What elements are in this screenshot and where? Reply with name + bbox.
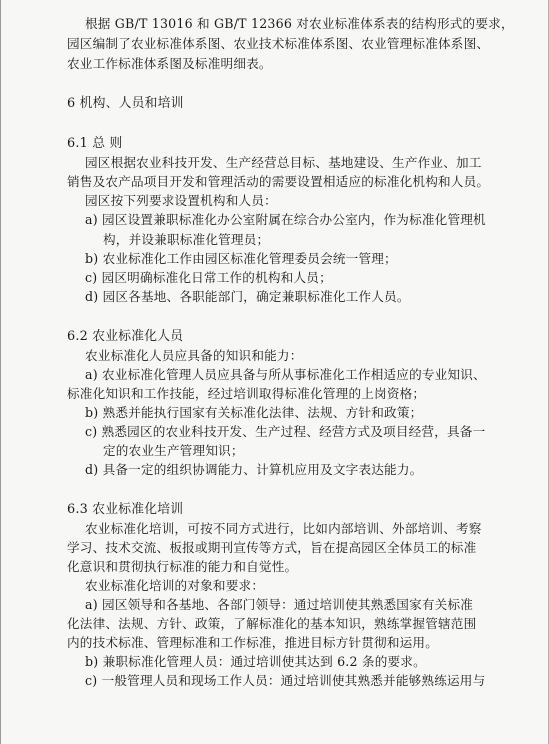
list-item: b) 兼职标准化管理人员：通过培训使其达到 6.2 条的要求。 [85, 654, 426, 669]
list-item: d) 具备一定的组织协调能力、计算机应用及文字表达能力。 [85, 462, 423, 477]
paragraph-line: 销售及农产品项目开发和管理活动的需要设置相适应的标准化机构和人员。 [67, 174, 490, 189]
paragraph-line: 园区编制了农业标准体系图、农业技术标准体系图、农业管理标准体系图、 [67, 36, 490, 51]
list-item: c) 熟悉园区的农业科技开发、生产过程、经营方式及项目经营，具备一 [85, 424, 486, 439]
list-item-continuation: 标准化知识和工作技能，经过培训取得标准化管理的上岗资格； [67, 386, 426, 401]
list-item: a) 园区领导和各基地、各部门领导：通过培训使其熟悉国家有关标准 [85, 597, 474, 612]
paragraph-line: 园区根据农业科技开发、生产经营总目标、基地建设、生产作业、加工 [85, 155, 482, 170]
section-heading: 6.1 总 则 [67, 136, 123, 151]
paragraph-line: 农业标准化人员应具备的知识和能力： [85, 348, 303, 363]
section-heading: 6.2 农业标准化人员 [67, 329, 184, 344]
paragraph-line: 农业工作标准体系图及标准明细表。 [67, 56, 272, 71]
list-item-continuation: 构，并设兼职标准化管理员； [103, 232, 270, 247]
section-heading: 6.3 农业标准化培训 [67, 502, 184, 517]
paragraph-line: 学习、技术交流、板报或期刊宣传等方式，旨在提高园区全体员工的标准 [67, 540, 477, 555]
list-item: b) 农业标准化工作由园区标准化管理委员会统一管理； [85, 251, 397, 266]
list-item: a) 园区设置兼职标准化办公室附属在综合办公室内，作为标准化管理机 [85, 212, 486, 227]
section-heading: 6 机构、人员和培训 [67, 96, 184, 111]
list-item-continuation: 定的农业生产管理知识； [103, 443, 244, 458]
list-item: a) 农业标准化管理人员应具备与所从事标准化工作相适应的专业知识、 [85, 367, 486, 382]
paragraph-line: 园区按下列要求设置机构和人员： [85, 193, 277, 208]
paragraph-line: 化意识和贯彻执行标准的能力和自觉性。 [67, 559, 298, 574]
list-item: c) 园区明确标准化日常工作的机构和人员； [85, 270, 332, 285]
list-item: c) 一般管理人员和现场工作人员：通过培训使其熟悉并能够熟练运用与 [85, 673, 486, 688]
paragraph-line: 根据 GB/T 13016 和 GB/T 12366 对农业标准体系表的结构形式的要求， [85, 16, 514, 31]
paragraph-line: 农业标准化培训的对象和要求： [85, 578, 265, 593]
list-item: b) 熟悉并能执行国家有关标准化法律、法规、方针和政策； [85, 405, 423, 420]
list-item: d) 园区各基地、各职能部门，确定兼职标准化工作人员。 [85, 289, 410, 304]
paragraph-line: 农业标准化培训，可按不同方式进行，比如内部培训、外部培训、考察 [85, 521, 482, 536]
list-item-continuation: 内的技术标准、管理标准和工作标准，推进目标方针贯彻和运用。 [67, 635, 439, 650]
list-item-continuation: 化法律、法规、方针、政策，了解标准化的基本知识，熟练掌握管辖范围 [67, 616, 477, 631]
